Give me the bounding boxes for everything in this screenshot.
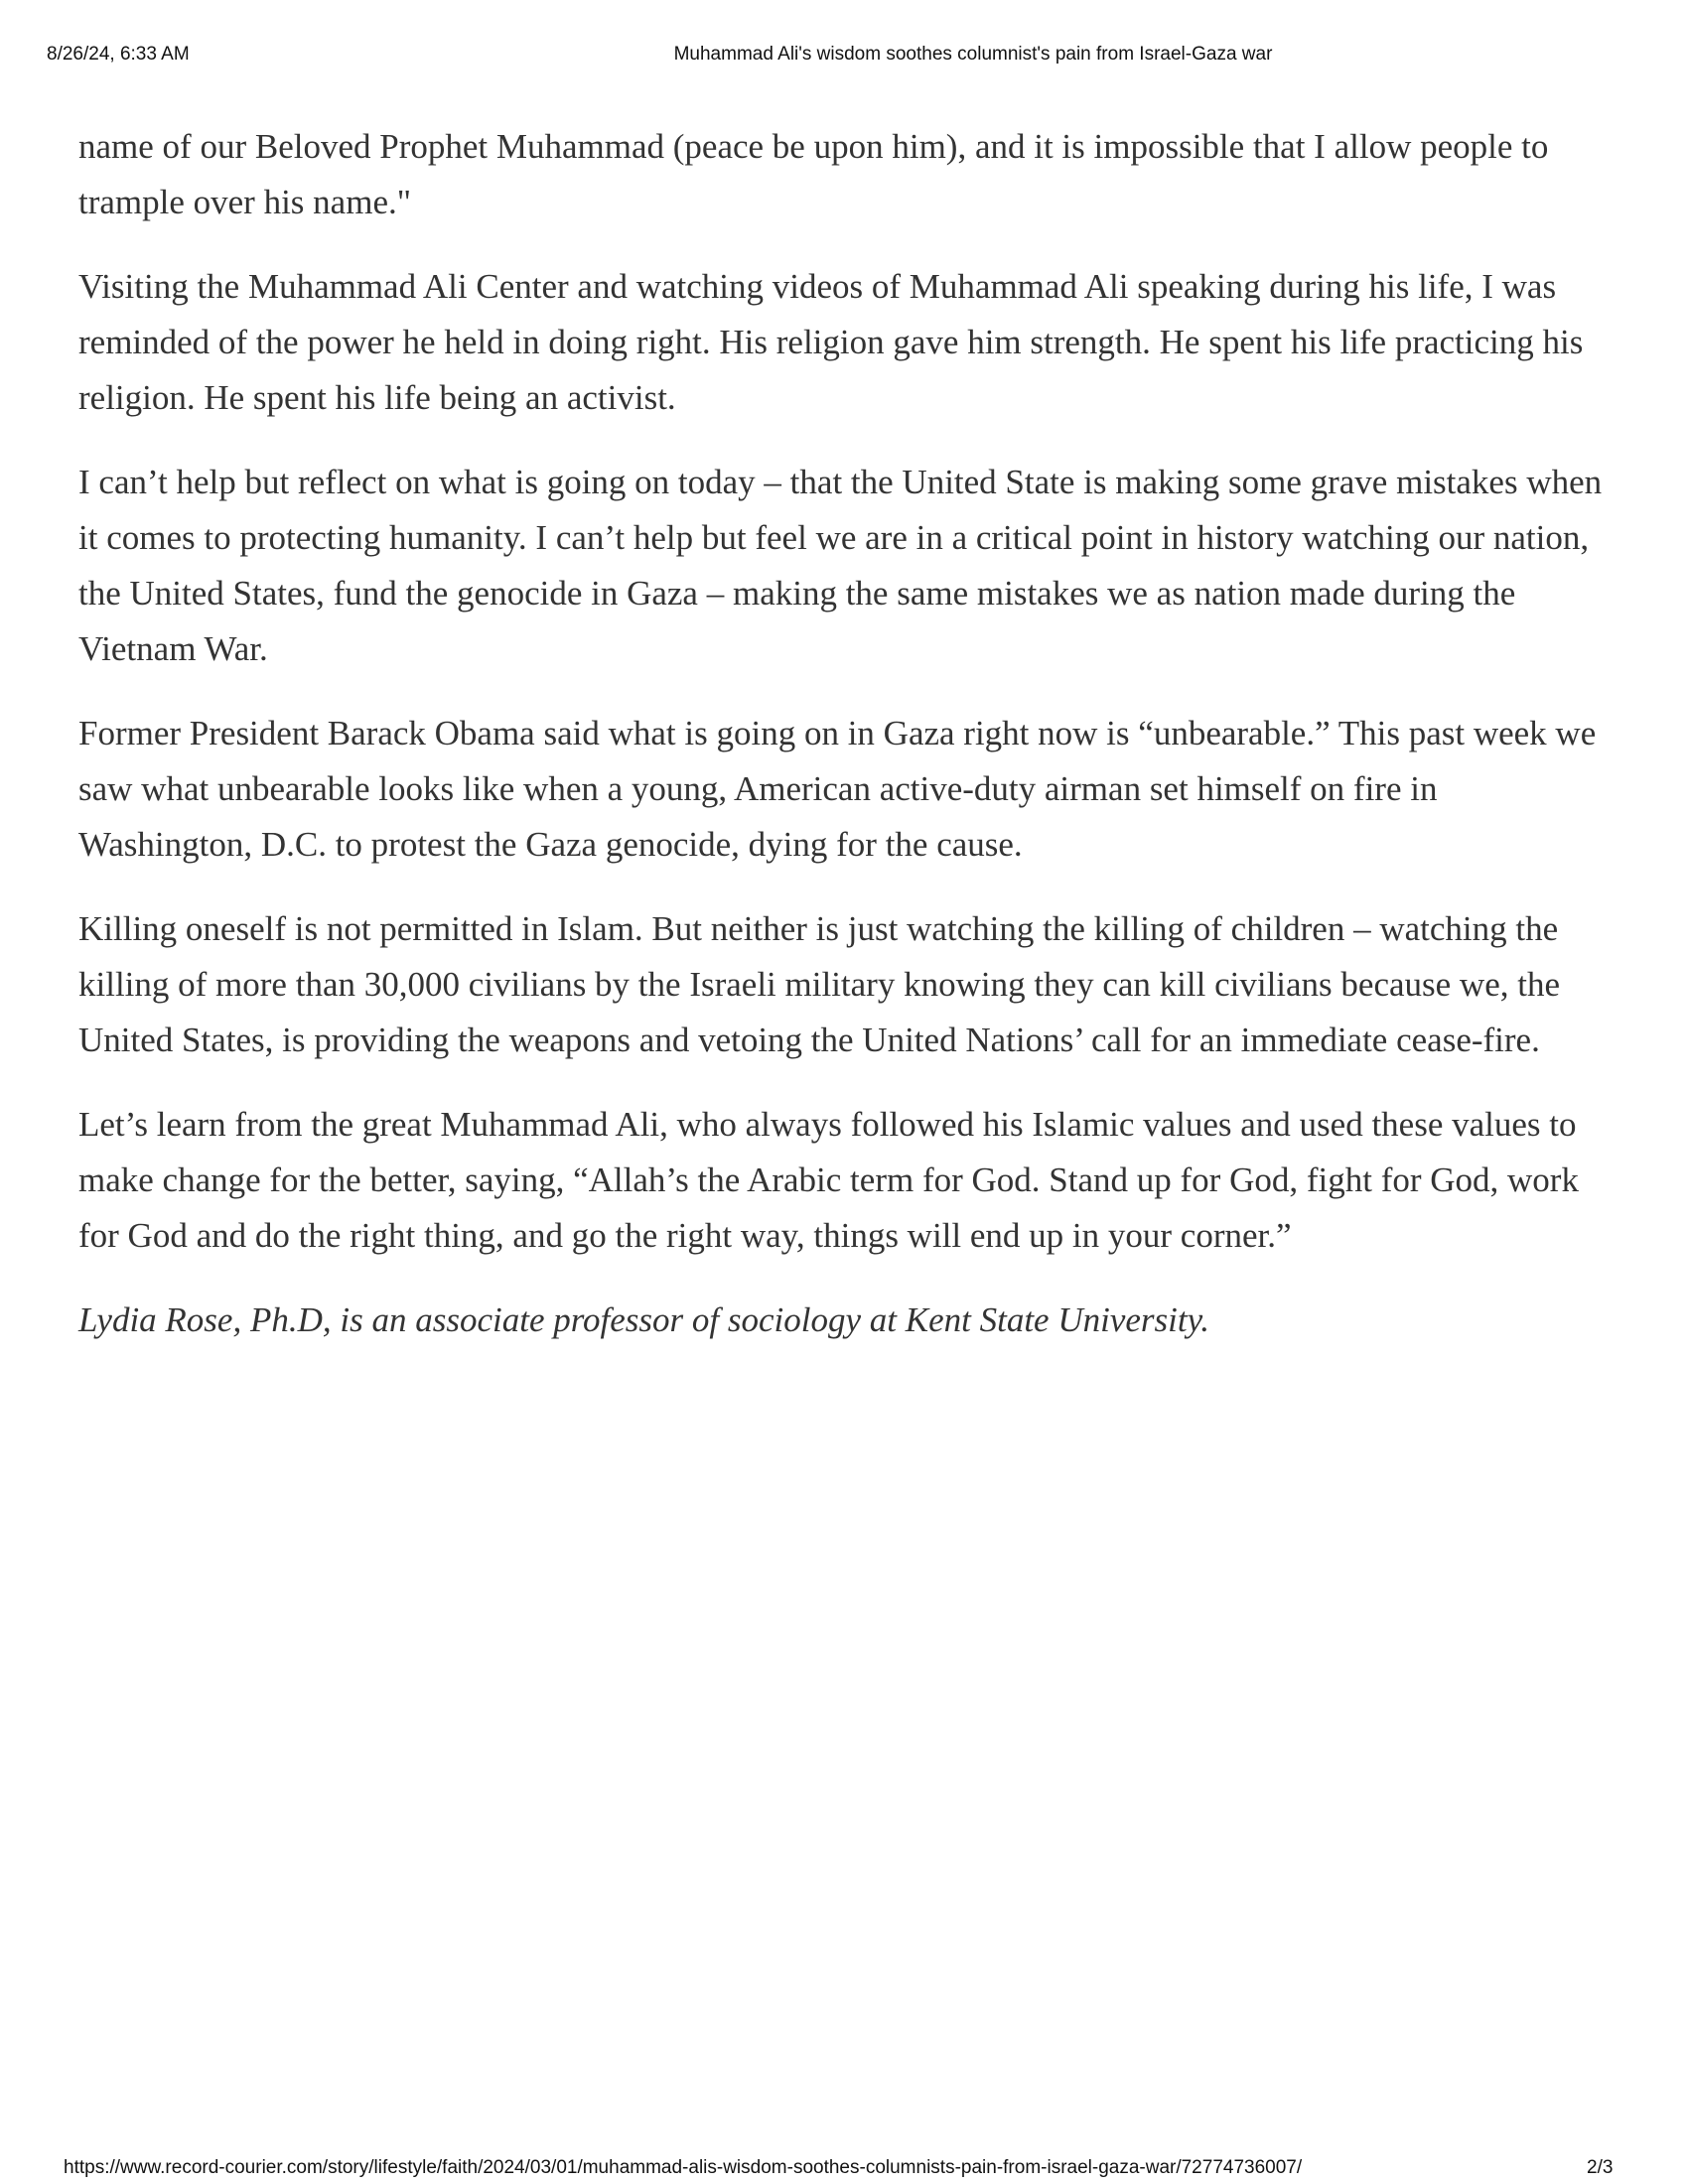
print-page-title: Muhammad Ali's wisdom soothes columnist's pain from Israel-Gaza war bbox=[673, 44, 1273, 65]
article-paragraph: Visiting the Muhammad Ali Center and watching videos of Muhammad Ali speaking during his life, I was reminded of the power he held in doing right. His religion gave him strength. He spent his life practicing his religion. He spent his life being an activist. bbox=[78, 267, 1584, 417]
author-byline: Lydia Rose, Ph.D, is an associate professor of sociology at Kent State University. bbox=[78, 1300, 1209, 1339]
article-paragraph: Former President Barack Obama said what is going on in Gaza right now is “unbearable.” This past week we saw what unbearable looks like when a young, American active-duty airman set himself on fire in Washington, D.C. to protest the Gaza genocide, dying for the cause. bbox=[78, 714, 1597, 864]
print-url: https://www.record-courier.com/story/lifestyle/faith/2024/03/01/muhammad-alis-wisdom-soothes-columnists-pain-from-israel-gaza-war/72774736007/ bbox=[64, 2157, 1303, 2178]
print-datetime: 8/26/24, 6:33 AM bbox=[47, 44, 190, 65]
page-number: 2/3 bbox=[1587, 2157, 1614, 2178]
print-header bbox=[0, 44, 1688, 68]
article-paragraph: I can’t help but reflect on what is going on today – that the United State is making some grave mistakes when it comes to protecting humanity. I can’t help but feel we are in a critical point in history watching our nation, the United States, fund the genocide in Gaza – making the same mistakes we as nation made during the Vietnam War. bbox=[78, 463, 1603, 668]
article-paragraph: Killing oneself is not permitted in Islam. But neither is just watching the killing of children – watching the killing of more than 30,000 civilians by the Israeli military knowing they can kill civilians because we, the United States, is providing the weapons and vetoing the United Nations’ call for an immediate cease-fire. bbox=[78, 909, 1560, 1059]
print-footer bbox=[0, 2157, 1688, 2181]
article-body bbox=[78, 119, 1608, 1377]
article-paragraph: name of our Beloved Prophet Muhammad (peace be upon him), and it is impossible that I allow people to trample over his name." bbox=[78, 127, 1549, 221]
article-paragraph: Let’s learn from the great Muhammad Ali, who always followed his Islamic values and used these values to make change for the better, saying, “Allah’s the Arabic term for God. Stand up for God, fight for God, work for God and do the right thing, and go the right way, things will end up in your corner.” bbox=[78, 1105, 1579, 1255]
